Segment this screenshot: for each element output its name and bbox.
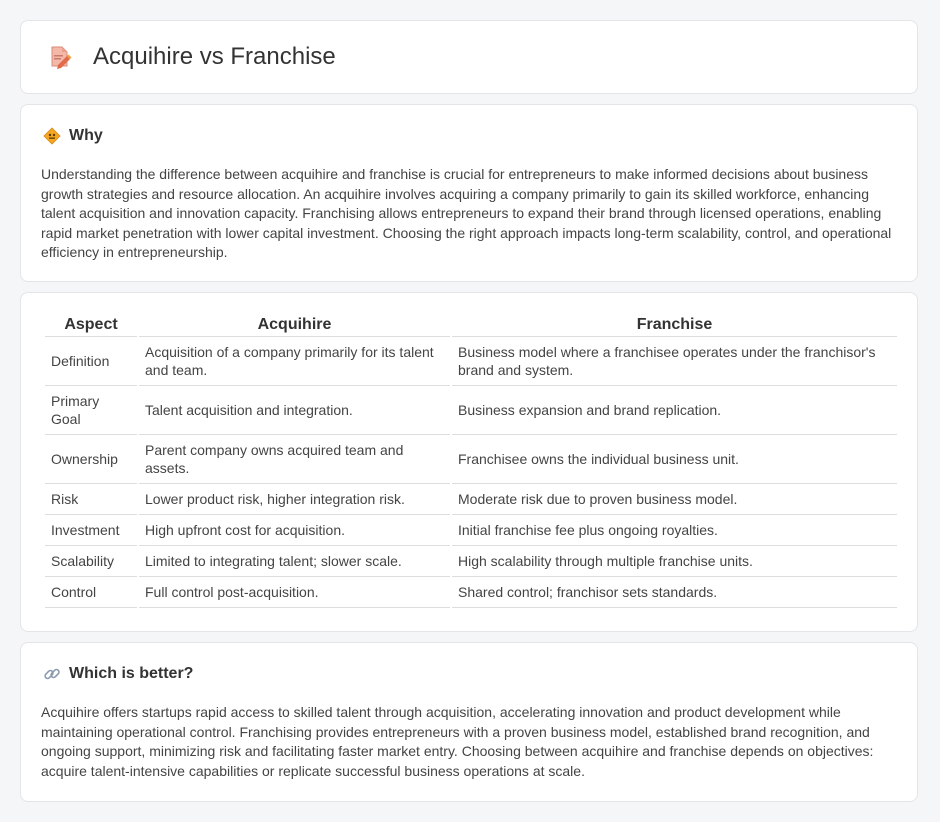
row-franchise: Business expansion and brand replication. bbox=[452, 386, 897, 435]
row-acquihire: High upfront cost for acquisition. bbox=[139, 515, 450, 546]
row-aspect: Definition bbox=[45, 337, 137, 386]
why-card bbox=[20, 104, 918, 282]
table-row bbox=[45, 435, 897, 484]
table-row bbox=[45, 386, 897, 435]
row-franchise: Shared control; franchisor sets standards. bbox=[452, 577, 897, 608]
row-franchise: Business model where a franchisee operates under the franchisor's brand and system. bbox=[452, 337, 897, 386]
row-acquihire: Lower product risk, higher integration risk. bbox=[139, 484, 450, 515]
table-row bbox=[45, 337, 897, 386]
row-franchise: High scalability through multiple franchise units. bbox=[452, 546, 897, 577]
row-acquihire: Parent company owns acquired team and assets. bbox=[139, 435, 450, 484]
why-title: Why bbox=[69, 127, 103, 144]
document-pencil-icon bbox=[47, 44, 73, 70]
comparison-card bbox=[20, 292, 918, 632]
table-row bbox=[45, 484, 897, 515]
page-title: Acquihire vs Franchise bbox=[93, 43, 336, 70]
why-body: Understanding the difference between acquihire and franchise is crucial for entrepreneurs to make informed decisions about business growth strategies and resource allocation. An acquihire involves acquiring a company primarily to gain its skilled workforce, enhancing talent acquisition and innovation capacity. Franchising allows entrepreneurs to expand their brand through licensed operations, enabling rapid market penetration with lower capital investment. Choosing the right approach impacts long-term scalability, control, and operational efficiency in entrepreneurship. bbox=[41, 166, 892, 260]
row-aspect: Primary Goal bbox=[45, 386, 137, 435]
row-aspect: Control bbox=[45, 577, 137, 608]
row-acquihire: Acquisition of a company primarily for its talent and team. bbox=[139, 337, 450, 386]
better-body: Acquihire offers startups rapid access to skilled talent through acquisition, accelerating innovation and product development while maintaining operational control. Franchising provides entrepreneurs with a proven business model, established brand recognition, and ongoing support, minimizing risk and facilitating faster market entry. Choosing between acquihire and franchise depends on objectives: acquire talent-intensive capabilities or replicate successful business operations at scale. bbox=[41, 704, 874, 779]
row-franchise: Franchisee owns the individual business unit. bbox=[452, 435, 897, 484]
diamond-sign-icon bbox=[43, 127, 61, 145]
table-row bbox=[45, 546, 897, 577]
header-acquihire: Acquihire bbox=[139, 315, 450, 337]
row-aspect: Scalability bbox=[45, 546, 137, 577]
table-row bbox=[45, 577, 897, 608]
comparison-table bbox=[43, 315, 899, 608]
table-row bbox=[45, 515, 897, 546]
row-aspect: Investment bbox=[45, 515, 137, 546]
row-acquihire: Full control post-acquisition. bbox=[139, 577, 450, 608]
why-heading bbox=[43, 127, 103, 145]
row-aspect: Risk bbox=[45, 484, 137, 515]
header-franchise: Franchise bbox=[452, 315, 897, 337]
header-aspect: Aspect bbox=[45, 315, 137, 337]
row-franchise: Moderate risk due to proven business model. bbox=[452, 484, 897, 515]
row-acquihire: Limited to integrating talent; slower scale. bbox=[139, 546, 450, 577]
better-heading bbox=[43, 665, 193, 683]
title-row bbox=[47, 43, 336, 71]
header-card bbox=[20, 20, 918, 94]
row-aspect: Ownership bbox=[45, 435, 137, 484]
better-card bbox=[20, 642, 918, 802]
better-title: Which is better? bbox=[69, 665, 194, 682]
row-acquihire: Talent acquisition and integration. bbox=[139, 386, 450, 435]
link-icon bbox=[43, 665, 61, 683]
row-franchise: Initial franchise fee plus ongoing royalties. bbox=[452, 515, 897, 546]
